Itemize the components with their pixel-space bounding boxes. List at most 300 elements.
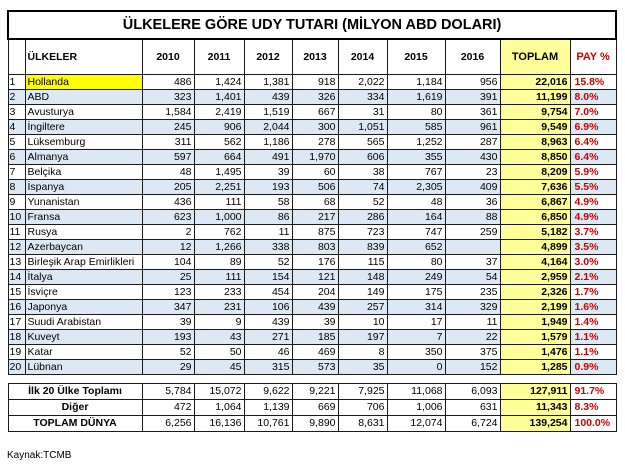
country-name: Katar [25,345,142,360]
table-title: ÜLKELERE GÖRE UDY TUTARI (MİLYON ABD DOLARI) [8,11,616,39]
table-row [8,315,616,330]
summary-total-cell: 127,911 [500,384,570,400]
spacer-cell [142,375,194,384]
total-cell: 1,579 [500,330,570,345]
summary-value-cell: 9,622 [244,384,292,400]
header-year-2012: 2012 [244,39,292,75]
summary-value-cell: 15,072 [194,384,244,400]
total-cell: 7,636 [500,180,570,195]
spacer-cell [338,375,387,384]
value-cell: 314 [387,300,445,315]
total-cell: 1,949 [500,315,570,330]
value-cell: 1,184 [387,75,445,90]
summary-value-cell: 1,064 [194,400,244,416]
value-cell: 436 [142,195,194,210]
spacer-cell [194,375,244,384]
header-index-cell [8,39,25,75]
table-row [8,300,616,315]
share-cell: 3.7% [570,225,616,240]
value-cell: 1,584 [142,105,194,120]
value-cell: 45 [194,360,244,375]
country-name: Rusya [25,225,142,240]
summary-value-cell: 8,631 [338,416,387,432]
total-cell: 11,199 [500,90,570,105]
summary-value-cell: 472 [142,400,194,416]
value-cell: 86 [244,210,292,225]
summary-value-cell: 9,221 [292,384,338,400]
value-cell: 287 [445,135,500,150]
row-index: 3 [8,105,25,120]
value-cell: 58 [244,195,292,210]
share-cell: 1.1% [570,345,616,360]
value-cell: 918 [292,75,338,90]
value-cell: 2 [142,225,194,240]
spacer-cell [500,375,570,384]
value-cell: 36 [445,195,500,210]
row-index: 20 [8,360,25,375]
summary-value-cell: 5,784 [142,384,194,400]
row-index: 1 [8,75,25,90]
country-name: Hollanda [25,75,142,90]
summary-share-cell: 8.3% [570,400,616,416]
value-cell: 80 [387,105,445,120]
value-cell: 875 [292,225,338,240]
value-cell: 2,305 [387,180,445,195]
value-cell [445,240,500,255]
spacer-cell [25,375,142,384]
summary-share-cell: 91.7% [570,384,616,400]
value-cell: 762 [194,225,244,240]
header-country: ÜLKELER [25,39,142,75]
value-cell: 68 [292,195,338,210]
country-name: İspanya [25,180,142,195]
country-name: Almanya [25,150,142,165]
value-cell: 2,251 [194,180,244,195]
share-cell: 1.6% [570,300,616,315]
summary-value-cell: 7,925 [338,384,387,400]
spacer-cell [570,375,616,384]
value-cell: 176 [292,255,338,270]
value-cell: 1,619 [387,90,445,105]
country-name: Lübnan [25,360,142,375]
header-share: PAY % [570,39,616,75]
header-year-2014: 2014 [338,39,387,75]
table-row [8,105,616,120]
value-cell: 17 [387,315,445,330]
value-cell: 106 [244,300,292,315]
value-cell: 121 [292,270,338,285]
value-cell: 111 [194,270,244,285]
value-cell: 652 [387,240,445,255]
value-cell: 747 [387,225,445,240]
total-cell: 2,326 [500,285,570,300]
fdi-table-sheet [7,10,615,432]
country-name: Birleşik Arap Emirlikleri [25,255,142,270]
value-cell: 271 [244,330,292,345]
value-cell: 311 [142,135,194,150]
value-cell: 391 [445,90,500,105]
total-cell: 1,285 [500,360,570,375]
total-cell: 9,754 [500,105,570,120]
total-cell: 8,209 [500,165,570,180]
value-cell: 1,051 [338,120,387,135]
spacer-cell [387,375,445,384]
value-cell: 52 [338,195,387,210]
value-cell: 43 [194,330,244,345]
value-cell: 164 [387,210,445,225]
total-cell: 4,899 [500,240,570,255]
value-cell: 193 [244,180,292,195]
summary-value-cell: 1,139 [244,400,292,416]
value-cell: 347 [142,300,194,315]
value-cell: 0 [387,360,445,375]
share-cell: 6.9% [570,120,616,135]
country-name: Avusturya [25,105,142,120]
value-cell: 104 [142,255,194,270]
table-row [8,120,616,135]
value-cell: 9 [194,315,244,330]
source-note: Kaynak:TCMB [7,450,72,461]
summary-value-cell: 6,093 [445,384,500,400]
row-index: 10 [8,210,25,225]
value-cell: 205 [142,180,194,195]
value-cell: 439 [244,90,292,105]
value-cell: 338 [244,240,292,255]
share-cell: 2.1% [570,270,616,285]
country-name: ABD [25,90,142,105]
total-cell: 9,549 [500,120,570,135]
summary-row [8,416,616,432]
country-name: Azerbaycan [25,240,142,255]
value-cell: 278 [292,135,338,150]
value-cell: 80 [387,255,445,270]
table-row [8,345,616,360]
value-cell: 1,495 [194,165,244,180]
table-row [8,150,616,165]
value-cell: 409 [445,180,500,195]
value-cell: 355 [387,150,445,165]
summary-value-cell: 6,724 [445,416,500,432]
summary-value-cell: 16,136 [194,416,244,432]
share-cell: 6.4% [570,150,616,165]
value-cell: 562 [194,135,244,150]
spacer-cell [445,375,500,384]
spacer-cell [8,375,25,384]
table-row [8,195,616,210]
value-cell: 48 [142,165,194,180]
spacer-cell [292,375,338,384]
share-cell: 15.8% [570,75,616,90]
value-cell: 12 [142,240,194,255]
row-index: 6 [8,150,25,165]
value-cell: 350 [387,345,445,360]
value-cell: 22 [445,330,500,345]
summary-share-cell: 100.0% [570,416,616,432]
row-index: 7 [8,165,25,180]
value-cell: 1,381 [244,75,292,90]
value-cell: 329 [445,300,500,315]
value-cell: 1,252 [387,135,445,150]
country-name: Lüksemburg [25,135,142,150]
country-name: Belçika [25,165,142,180]
header-row [8,39,616,75]
value-cell: 38 [338,165,387,180]
row-index: 19 [8,345,25,360]
value-cell: 1,000 [194,210,244,225]
value-cell: 10 [338,315,387,330]
table-row [8,360,616,375]
summary-value-cell: 6,256 [142,416,194,432]
row-index: 15 [8,285,25,300]
row-index: 12 [8,240,25,255]
value-cell: 839 [338,240,387,255]
value-cell: 39 [244,165,292,180]
country-name: Kuveyt [25,330,142,345]
share-cell: 7.0% [570,105,616,120]
summary-value-cell: 706 [338,400,387,416]
value-cell: 7 [387,330,445,345]
fdi-table [7,10,617,432]
value-cell: 767 [387,165,445,180]
value-cell: 74 [338,180,387,195]
country-name: Yunanistan [25,195,142,210]
value-cell: 323 [142,90,194,105]
value-cell: 37 [445,255,500,270]
row-index: 4 [8,120,25,135]
summary-value-cell: 669 [292,400,338,416]
total-cell: 4,164 [500,255,570,270]
summary-value-cell: 1,006 [387,400,445,416]
value-cell: 185 [292,330,338,345]
value-cell: 1,186 [244,135,292,150]
table-row [8,180,616,195]
value-cell: 259 [445,225,500,240]
summary-value-cell: 9,890 [292,416,338,432]
row-index: 11 [8,225,25,240]
total-cell: 2,959 [500,270,570,285]
summary-row [8,384,616,400]
spacer-row [8,375,616,384]
value-cell: 52 [244,255,292,270]
value-cell: 961 [445,120,500,135]
table-row [8,240,616,255]
value-cell: 245 [142,120,194,135]
value-cell: 35 [338,360,387,375]
value-cell: 29 [142,360,194,375]
value-cell: 623 [142,210,194,225]
value-cell: 11 [244,225,292,240]
value-cell: 233 [194,285,244,300]
summary-value-cell: 11,068 [387,384,445,400]
table-row [8,135,616,150]
value-cell: 565 [338,135,387,150]
value-cell: 573 [292,360,338,375]
total-cell: 8,963 [500,135,570,150]
value-cell: 257 [338,300,387,315]
value-cell: 8 [338,345,387,360]
value-cell: 439 [244,315,292,330]
row-index: 8 [8,180,25,195]
header-year-2011: 2011 [194,39,244,75]
value-cell: 149 [338,285,387,300]
country-name: İtalya [25,270,142,285]
value-cell: 89 [194,255,244,270]
value-cell: 1,519 [244,105,292,120]
table-row [8,330,616,345]
value-cell: 54 [445,270,500,285]
value-cell: 906 [194,120,244,135]
value-cell: 439 [292,300,338,315]
share-cell: 3.5% [570,240,616,255]
table-row [8,225,616,240]
value-cell: 11 [445,315,500,330]
value-cell: 88 [445,210,500,225]
value-cell: 152 [445,360,500,375]
total-cell: 6,867 [500,195,570,210]
value-cell: 956 [445,75,500,90]
header-year-2016: 2016 [445,39,500,75]
value-cell: 217 [292,210,338,225]
value-cell: 315 [244,360,292,375]
share-cell: 5.9% [570,165,616,180]
total-cell: 8,850 [500,150,570,165]
value-cell: 1,970 [292,150,338,165]
summary-value-cell: 10,761 [244,416,292,432]
value-cell: 235 [445,285,500,300]
value-cell: 606 [338,150,387,165]
country-name: Suudi Arabistan [25,315,142,330]
value-cell: 300 [292,120,338,135]
value-cell: 667 [292,105,338,120]
value-cell: 491 [244,150,292,165]
share-cell: 1.7% [570,285,616,300]
table-row [8,285,616,300]
value-cell: 2,022 [338,75,387,90]
country-name: Fransa [25,210,142,225]
value-cell: 2,419 [194,105,244,120]
share-cell: 3.0% [570,255,616,270]
value-cell: 1,266 [194,240,244,255]
value-cell: 585 [387,120,445,135]
country-name: İngiltere [25,120,142,135]
value-cell: 486 [142,75,194,90]
value-cell: 723 [338,225,387,240]
share-cell: 5.5% [570,180,616,195]
header-year-2013: 2013 [292,39,338,75]
spacer-cell [244,375,292,384]
share-cell: 1.1% [570,330,616,345]
header-total: TOPLAM [500,39,570,75]
summary-value-cell: 631 [445,400,500,416]
value-cell: 664 [194,150,244,165]
value-cell: 375 [445,345,500,360]
share-cell: 0.9% [570,360,616,375]
summary-label: Diğer [8,400,142,416]
row-index: 18 [8,330,25,345]
table-row [8,165,616,180]
header-year-2015: 2015 [387,39,445,75]
row-index: 13 [8,255,25,270]
table-row [8,90,616,105]
value-cell: 469 [292,345,338,360]
value-cell: 204 [292,285,338,300]
value-cell: 31 [338,105,387,120]
value-cell: 115 [338,255,387,270]
total-cell: 5,182 [500,225,570,240]
value-cell: 39 [292,315,338,330]
summary-value-cell: 12,074 [387,416,445,432]
row-index: 17 [8,315,25,330]
value-cell: 430 [445,150,500,165]
share-cell: 1.4% [570,315,616,330]
value-cell: 154 [244,270,292,285]
value-cell: 361 [445,105,500,120]
summary-row [8,400,616,416]
value-cell: 148 [338,270,387,285]
value-cell: 249 [387,270,445,285]
value-cell: 123 [142,285,194,300]
value-cell: 597 [142,150,194,165]
value-cell: 506 [292,180,338,195]
summary-label: TOPLAM DÜNYA [8,416,142,432]
value-cell: 52 [142,345,194,360]
value-cell: 334 [338,90,387,105]
value-cell: 39 [142,315,194,330]
value-cell: 231 [194,300,244,315]
row-index: 16 [8,300,25,315]
value-cell: 175 [387,285,445,300]
value-cell: 326 [292,90,338,105]
summary-total-cell: 11,343 [500,400,570,416]
value-cell: 25 [142,270,194,285]
share-cell: 4.9% [570,210,616,225]
total-cell: 1,476 [500,345,570,360]
value-cell: 193 [142,330,194,345]
table-row [8,75,616,90]
value-cell: 286 [338,210,387,225]
table-row [8,210,616,225]
table-row [8,270,616,285]
row-index: 14 [8,270,25,285]
row-index: 2 [8,90,25,105]
share-cell: 8.0% [570,90,616,105]
summary-label: İlk 20 Ülke Toplamı [8,384,142,400]
value-cell: 60 [292,165,338,180]
value-cell: 197 [338,330,387,345]
value-cell: 111 [194,195,244,210]
row-index: 9 [8,195,25,210]
value-cell: 48 [387,195,445,210]
header-year-2010: 2010 [142,39,194,75]
share-cell: 6.4% [570,135,616,150]
value-cell: 454 [244,285,292,300]
total-cell: 22,016 [500,75,570,90]
value-cell: 1,424 [194,75,244,90]
value-cell: 803 [292,240,338,255]
table-row [8,255,616,270]
total-cell: 2,199 [500,300,570,315]
country-name: Japonya [25,300,142,315]
value-cell: 50 [194,345,244,360]
value-cell: 2,044 [244,120,292,135]
value-cell: 23 [445,165,500,180]
row-index: 5 [8,135,25,150]
total-cell: 6,850 [500,210,570,225]
share-cell: 4.9% [570,195,616,210]
country-name: İsviçre [25,285,142,300]
summary-total-cell: 139,254 [500,416,570,432]
value-cell: 1,401 [194,90,244,105]
